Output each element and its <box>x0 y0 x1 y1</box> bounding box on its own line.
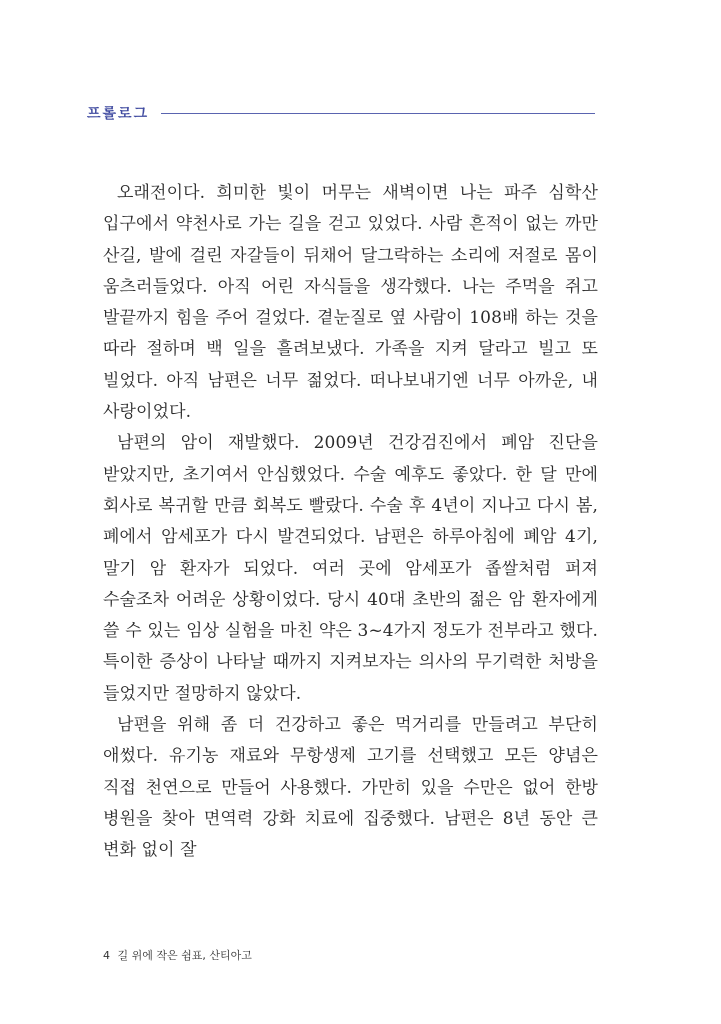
page-number: 4 <box>103 949 110 962</box>
paragraph: 남편을 위해 좀 더 건강하고 좋은 먹거리를 만들려고 부단히 애썼다. 유기농 재료와 무항생제 고기를 선택했고 모든 양념은 직접 천연으로 만들어 사용했다. 가만히 있을 수만은 없어 한방 병원을 찾아 면역력 강화 치료에 집중했다. 남편은 8년 동안 큰 변화 없이 잘 <box>103 715 598 861</box>
chapter-header <box>87 101 595 125</box>
chapter-title: 프롤로그 <box>87 106 150 122</box>
paragraph: 남편의 암이 재발했다. 2009년 건강검진에서 폐암 진단을 받았지만, 초기여서 안심했었다. 수술 예후도 좋았다. 한 달 만에 회사로 복귀할 만큼 회복도 빨랐다. 수술 후 4년이 지나고 다시 봄, 폐에서 암세포가 다시 발견되었다. 남편은 하루아침에 폐암 4기, 말기 암 환자가 되었다. 여러 곳에 암세포가 좁쌀처럼 퍼져 수술조차 어려운 상황이었다. 당시 40대 초반의 젊은 암 환자에게 쓸 수 있는 임상 실험을 마친 약은 3~4가지 정도가 전부라고 했다. 특이한 증상이 나타날 때까지 지켜보자는 의사의 무기력한 처방을 들었지만 절망하지 않았다. <box>103 433 598 704</box>
page-footer <box>103 947 252 963</box>
paragraph: 오래전이다. 희미한 빛이 머무는 새벽이면 나는 파주 심학산 입구에서 약천사로 가는 길을 걷고 있었다. 사람 흔적이 없는 까만 산길, 발에 걸린 자갈들이 뒤채어 달그락하는 소리에 저절로 몸이 움츠러들었다. 아직 어린 자식들을 생각했다. 나는 주먹을 쥐고 발끝까지 힘을 주어 걸었다. 곁눈질로 옆 사람이 108배 하는 것을 따라 절하며 백 일을 흘려보냈다. 가족을 지켜 달라고 빌고 또 빌었다. 아직 남편은 너무 젊었다. 떠나보내기엔 너무 아까운, 내 사랑이었다. <box>103 183 598 423</box>
book-title: 길 위에 작은 쉼표, 산티아고 <box>117 949 252 962</box>
body-text <box>103 178 598 867</box>
header-divider <box>161 113 595 114</box>
